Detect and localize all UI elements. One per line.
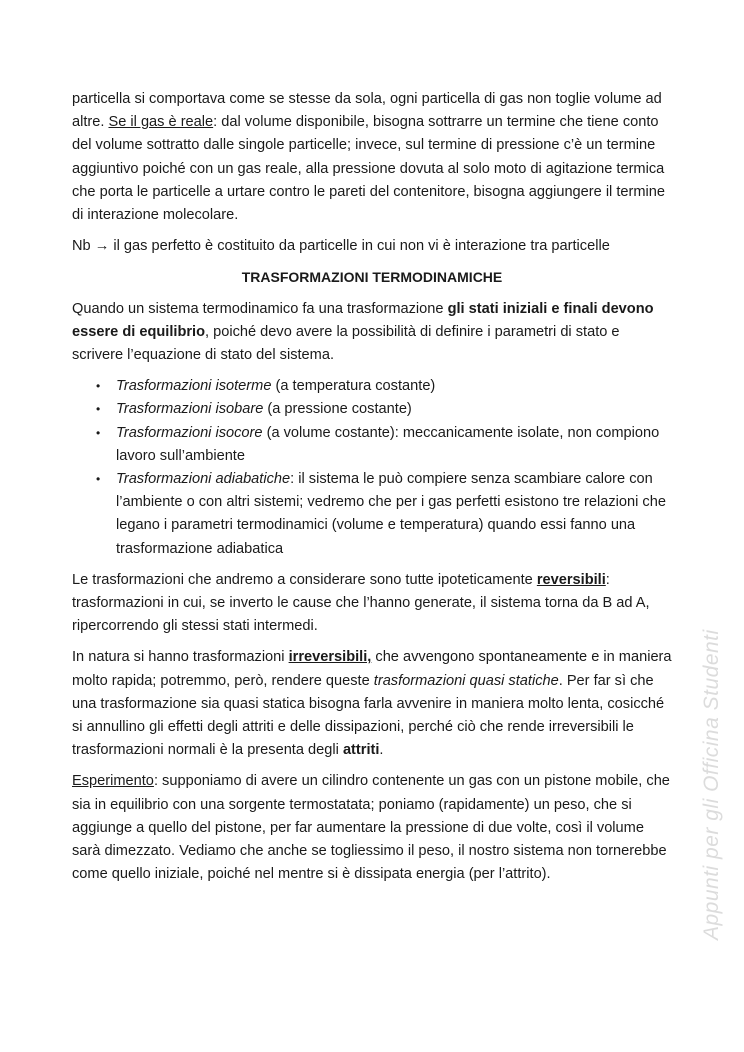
paragraph-stati-equilibrio: Quando un sistema termodinamico fa una trasformazione gli stati iniziali e finali devono essere di equilibrio, poiché devo avere la possibilità di definire i parametri di stato e scrivere l’equazione di stato del sistema. <box>72 300 654 364</box>
list-item-term: Trasformazioni isocore <box>116 424 263 441</box>
list-item-term: Trasformazioni isoterme <box>116 378 272 395</box>
list-item-term: Trasformazioni adiabatiche <box>116 471 291 488</box>
document-page <box>72 88 672 895</box>
underlined-label: Esperimento <box>72 773 154 790</box>
bold-underlined-term: reversibili <box>536 571 606 588</box>
list-item <box>72 422 672 468</box>
list-item <box>72 468 672 561</box>
paragraph-irreversibili: In natura si hanno trasformazioni irreversibili, che avvengono spontaneamente e in maniera molto rapida; potremmo, però, rendere queste trasformazioni quasi statiche. Per far sì che una trasformazione sia quasi statica bisogna farla avvenire in maniera molto lenta, cosicché si annullino gli effetti degli attriti e delle dissipazioni, perché ciò che rende irreversibili le trasformazioni normali è la presenta degli attriti. <box>72 649 672 759</box>
list-item-term: Trasformazioni isobare <box>116 401 264 418</box>
bullet-icon: • <box>96 379 101 394</box>
bullet-icon: • <box>96 402 101 417</box>
note-gas-perfetto: Nb → il gas perfetto è costituito da particelle in cui non vi è interazione tra particelle <box>72 238 610 255</box>
watermark-text: Appunti per gli Officina Studenti <box>700 629 723 940</box>
italic-phrase: trasformazioni quasi statiche <box>373 672 559 689</box>
transformation-list <box>72 375 672 561</box>
bold-underlined-term: irreversibili, <box>288 649 372 666</box>
bold-term: attriti <box>342 742 380 759</box>
list-item-text: (a volume costante): meccanicamente isolate, non compiono lavoro sull’ambiente <box>116 424 660 464</box>
list-item-text: (a pressione costante) <box>263 401 412 418</box>
paragraph-esperimento: Esperimento: supponiamo di avere un cilindro contenente un gas con un pistone mobile, che sia in equilibrio con una sorgente termostatata; poniamo (rapidamente) un peso, che si aggiunge a quello del pistone, per far aumentare la pressione di due volte, così il volume sarà dimezzato. Vediamo che anche se togliessimo il peso, il nostro sistema non tornerebbe come quello iniziale, poiché nel mentre si è dissipata energia (per l’attrito). <box>72 773 670 883</box>
list-item-text: : il sistema le può compiere senza scambiare calore con l’ambiente o con altri sistemi; vedremo che per i gas perfetti esistono tre relazioni che legano i parametri termodinamici (volume e temperatura) quando essi fanno una trasformazione adiabatica <box>116 471 666 557</box>
list-item <box>72 375 672 398</box>
list-item <box>72 398 672 421</box>
bullet-icon: • <box>96 472 101 487</box>
list-item-text: (a temperatura costante) <box>271 378 436 395</box>
bullet-icon: • <box>96 425 101 440</box>
bold-phrase: gli stati iniziali e finali devono essere di equilibrio <box>72 300 654 340</box>
underlined-phrase: Se il gas è reale <box>108 114 214 131</box>
paragraph-gas-reale: particella si comportava come se stesse da sola, ogni particella di gas non toglie volume ad altre. Se il gas è reale: dal volume disponibile, bisogna sottrarre un termine che tiene conto del volume sottratto dalle singole particelle; invece, sul termine di pressione c’è un termine aggiuntivo poiché con un gas reale, alla pressione dovuta al solo moto di agitazione termica che porta le particelle a urtare contro le pareti del contenitore, bisogna aggiungere il termine di interazione molecolare. <box>72 91 666 224</box>
paragraph-reversibili: Le trasformazioni che andremo a considerare sono tutte ipoteticamente reversibili: trasformazioni in cui, se inverto le cause che l’hanno generate, il sistema torna da B ad A, ripercorrendo gli stessi stati intermedi. <box>72 571 650 635</box>
watermark <box>700 540 723 940</box>
emphasis-phrase: termine di pressione c’è un termine aggiuntivo <box>72 137 656 177</box>
section-heading: TRASFORMAZIONI TERMODINAMICHE <box>241 269 503 286</box>
